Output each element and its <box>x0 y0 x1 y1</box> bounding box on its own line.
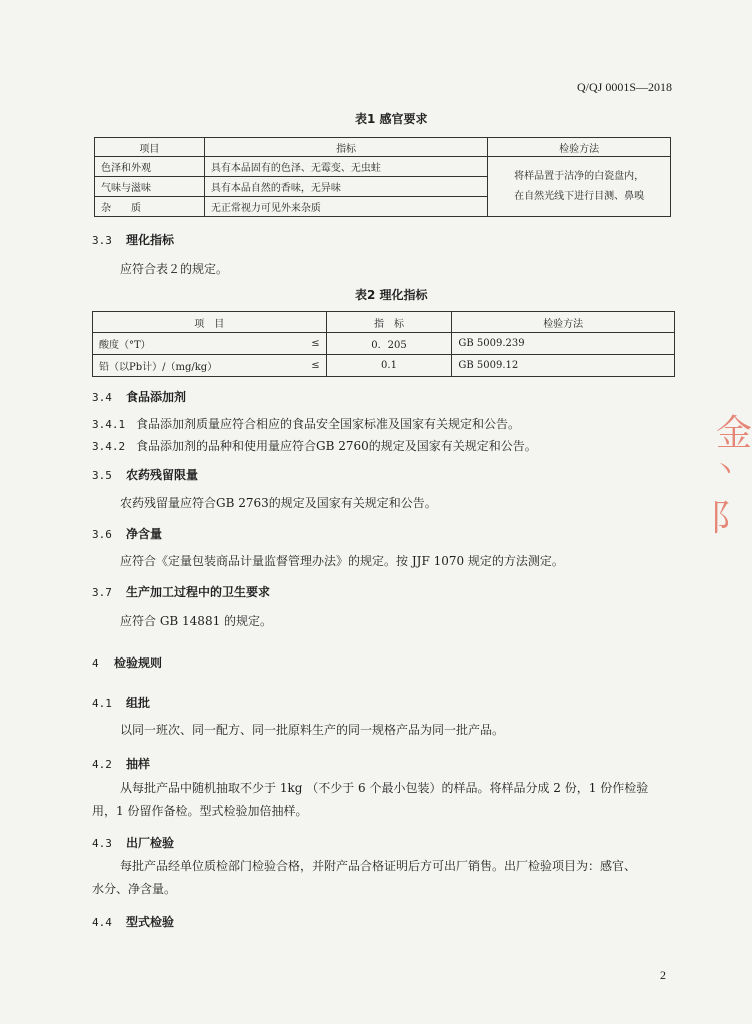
row-item: 气味与滋味 <box>95 177 205 197</box>
table1-caption: 表1 感官要求 <box>355 112 428 126</box>
stamp-fragment: 阝 <box>709 498 746 539</box>
stamp-fragment: 金 <box>715 413 752 454</box>
page-number: 2 <box>660 968 666 982</box>
row-method: GB 5009.12 <box>452 355 675 377</box>
row-value: 0．205 <box>326 333 452 355</box>
method-line: 将样品置于洁净的白瓷盘内， <box>514 170 645 182</box>
table-row <box>93 333 675 355</box>
row-spec: 无正常视力可见外来杂质 <box>204 197 487 217</box>
table2-caption: 表2 理化指标 <box>355 288 428 302</box>
row-spec: 具有本品固有的色泽、无霉变、无虫蛀 <box>204 157 487 177</box>
row-value: 0.1 <box>326 355 452 377</box>
row-method: GB 5009.239 <box>452 333 675 355</box>
section-4-4-heading: 4.4 型式检验 <box>92 915 175 929</box>
header-method: 检验方法 <box>488 138 671 157</box>
section-3-3-heading: 3.3 理化指标 <box>92 233 175 247</box>
section-3-4-2: 3.4.2 食品添加剂的品种和使用量应符合GB 2760的规定及国家有关规定和公告。 <box>92 439 537 453</box>
table-row <box>93 355 675 377</box>
section-4-2-line2: 用，1 份留作备检。型式检验加倍抽样。 <box>92 804 308 818</box>
section-3-4-heading: 3.4 食品添加剂 <box>92 390 187 404</box>
section-4-heading: 4 检验规则 <box>92 656 163 670</box>
row-item: 酸度（°T） <box>93 333 287 355</box>
section-3-7-text: 应符合 GB 14881 的规定。 <box>120 614 273 628</box>
header-spec: 指标 <box>204 138 487 157</box>
table-header-row <box>95 138 671 157</box>
section-3-6-text: 应符合《定量包装商品计量监督管理办法》的规定。按 JJF 1070 规定的方法测定。 <box>120 554 564 568</box>
row-item: 铅（以Pb计）/（mg/kg） <box>93 355 287 377</box>
section-3-7-heading: 3.7 生产加工过程中的卫生要求 <box>92 585 271 599</box>
header-item: 项 目 <box>93 312 327 333</box>
method-line: 在自然光线下进行目测、鼻嗅 <box>514 190 645 202</box>
section-3-4-1: 3.4.1 食品添加剂质量应符合相应的食品安全国家标准及国家有关规定和公告。 <box>92 417 521 431</box>
section-4-3-heading: 4.3 出厂检验 <box>92 836 175 850</box>
stamp-fragment: 丶 <box>711 456 738 486</box>
section-4-1-text: 以同一班次、同一配方、同一批原料生产的同一规格产品为同一批产品。 <box>120 723 505 737</box>
row-item: 色泽和外观 <box>95 157 205 177</box>
section-3-5-text: 农药残留量应符合GB 2763的规定及国家有关规定和公告。 <box>120 496 437 510</box>
row-item: 杂 质 <box>95 197 205 217</box>
row-spec: 具有本品自然的香味，无异味 <box>204 177 487 197</box>
method-cell <box>488 157 671 217</box>
sensory-requirements-table <box>94 137 671 217</box>
row-operator: ≤ <box>286 355 326 377</box>
section-3-3-text: 应符合表２的规定。 <box>120 262 229 276</box>
table-row <box>95 157 671 177</box>
section-3-5-heading: 3.5 农药残留限量 <box>92 468 199 482</box>
header-method: 检验方法 <box>452 312 675 333</box>
section-4-3-line2: 水分、净含量。 <box>92 882 177 896</box>
section-4-2-line1: 从每批产品中随机抽取不少于 1kg （不少于 6 个最小包装）的样品。将样品分成 2 份，1 份作检验 <box>120 781 649 795</box>
section-3-6-heading: 3.6 净含量 <box>92 527 163 541</box>
header-spec: 指 标 <box>326 312 452 333</box>
standard-code: Q/QJ 0001S—2018 <box>576 80 672 94</box>
physicochemical-table <box>92 311 675 377</box>
header-item: 项目 <box>95 138 205 157</box>
section-4-2-heading: 4.2 抽样 <box>92 757 151 771</box>
row-operator: ≤ <box>286 333 326 355</box>
section-4-3-line1: 每批产品经单位质检部门检验合格，并附产品合格证明后方可出厂销售。出厂检验项目为：感官、 <box>120 859 637 873</box>
table-header-row <box>93 312 675 333</box>
section-4-1-heading: 4.1 组批 <box>92 696 151 710</box>
